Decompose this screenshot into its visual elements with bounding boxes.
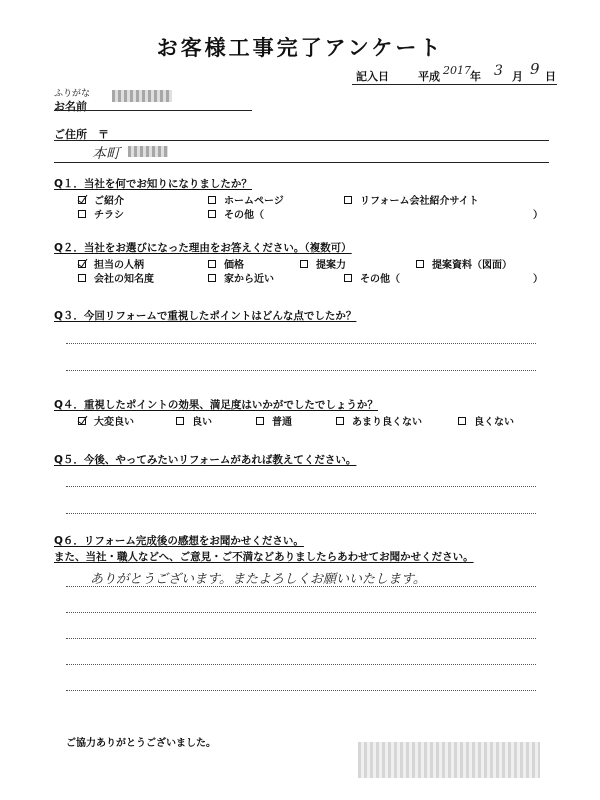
checkbox-icon[interactable] [78,210,86,218]
q2-option-proposal[interactable]: 提案力 [300,256,346,271]
q1-option-homepage[interactable]: ホームページ [208,192,284,207]
checkbox-icon[interactable] [344,196,352,204]
q1-question: Q１．当社を何でお知りになりましたか？ [54,178,252,190]
name-label: お名前 [54,100,87,113]
q2-question: Q２．当社をお選びになった理由をお答えください。（複数可） [54,242,352,254]
checkbox-checked-icon[interactable] [78,196,86,204]
checkbox-icon[interactable] [256,417,264,425]
checkbox-checked-icon[interactable] [78,417,86,425]
stamp-redacted [358,742,540,778]
furigana-label: ふりがな [54,89,91,99]
q4-option-good[interactable]: 良い [176,413,212,428]
q2-option-proposal-docs[interactable]: 提案資料（図面） [416,256,512,271]
name-underline[interactable] [54,110,252,111]
q6-question-line2: また、当社・職人などへ、ご意見・ご不満などありましたらあわせてお聞かせください。 [54,551,474,563]
checkbox-icon[interactable] [208,260,216,268]
q6-answer-line[interactable] [66,664,536,665]
checkbox-icon[interactable] [208,210,216,218]
address-underline-2[interactable] [54,162,549,163]
postal-mark: 〒 [98,128,109,141]
q6-question-line1: Q６．リフォーム完成後の感想をお聞かせください。 [54,535,304,547]
name-redacted [112,90,172,102]
survey-title: お客様工事完了アンケート [156,36,444,60]
q3-answer-line[interactable] [66,343,536,344]
q2-option-price[interactable]: 価格 [208,256,244,271]
checkbox-icon[interactable] [344,274,352,282]
q6-answer-line[interactable] [66,612,536,613]
q4-option-bad[interactable]: 良くない [458,413,514,428]
checkbox-icon[interactable] [208,274,216,282]
footer-thanks: ご協力ありがとうございました。 [66,738,216,749]
q1-option-referral-site[interactable]: リフォーム会社紹介サイト [344,192,479,207]
q6-answer-line[interactable] [66,690,536,691]
q5-answer-line[interactable] [66,513,536,514]
date-year-unit: 年 [470,70,481,83]
q2-option-personality[interactable]: 担当の人柄 [78,256,144,271]
q4-option-average[interactable]: 普通 [256,413,292,428]
date-label: 記入日 [356,70,389,83]
date-day-value[interactable]: 9 [530,60,540,78]
address-redacted [128,146,168,157]
address-underline-1[interactable] [54,140,549,141]
q6-handwritten-answer[interactable]: ありがとうございます。またよろしくお願いいたします。 [90,572,426,587]
checkbox-icon[interactable] [416,260,424,268]
date-era: 平成 [418,70,440,83]
checkbox-icon[interactable] [458,417,466,425]
date-year-value[interactable]: 2017 [443,64,471,77]
date-month-value[interactable]: 3 [494,63,503,79]
q2-option-other[interactable]: その他（ [344,270,400,285]
date-underline [352,84,557,85]
address-handwritten[interactable]: 本町 [92,146,120,162]
q5-question: Q５．今後、やってみたいリフォームがあれば教えてください。 [54,454,357,466]
q1-option-other[interactable]: その他（ [208,206,264,221]
q6-answer-line[interactable] [66,586,536,587]
q3-question: Q３．今回リフォームで重視したポイントはどんな点でしたか？ [54,310,357,322]
checkbox-icon[interactable] [208,196,216,204]
q2-option-reputation[interactable]: 会社の知名度 [78,270,154,285]
date-month-unit: 月 [512,70,523,83]
address-label: ご住所 [54,128,87,141]
checkbox-icon[interactable] [176,417,184,425]
q5-answer-line[interactable] [66,486,536,487]
checkbox-checked-icon[interactable] [78,260,86,268]
q1-option-referral[interactable]: ご紹介 [78,192,124,207]
q4-question: Q４．重視したポイントの効果、満足度はいかがでしたでしょうか？ [54,399,378,411]
q6-answer-line[interactable] [66,638,536,639]
q4-option-very-good[interactable]: 大変良い [78,413,134,428]
q3-answer-line[interactable] [66,370,536,371]
checkbox-icon[interactable] [336,417,344,425]
q1-option-flyer[interactable]: チラシ [78,206,124,221]
checkbox-icon[interactable] [300,260,308,268]
checkbox-icon[interactable] [78,274,86,282]
q2-close-paren: ） [533,274,543,285]
q4-option-not-so-good[interactable]: あまり良くない [336,413,422,428]
q2-option-nearby[interactable]: 家から近い [208,270,274,285]
q1-close-paren: ） [533,210,543,221]
date-day-unit: 日 [545,70,556,83]
